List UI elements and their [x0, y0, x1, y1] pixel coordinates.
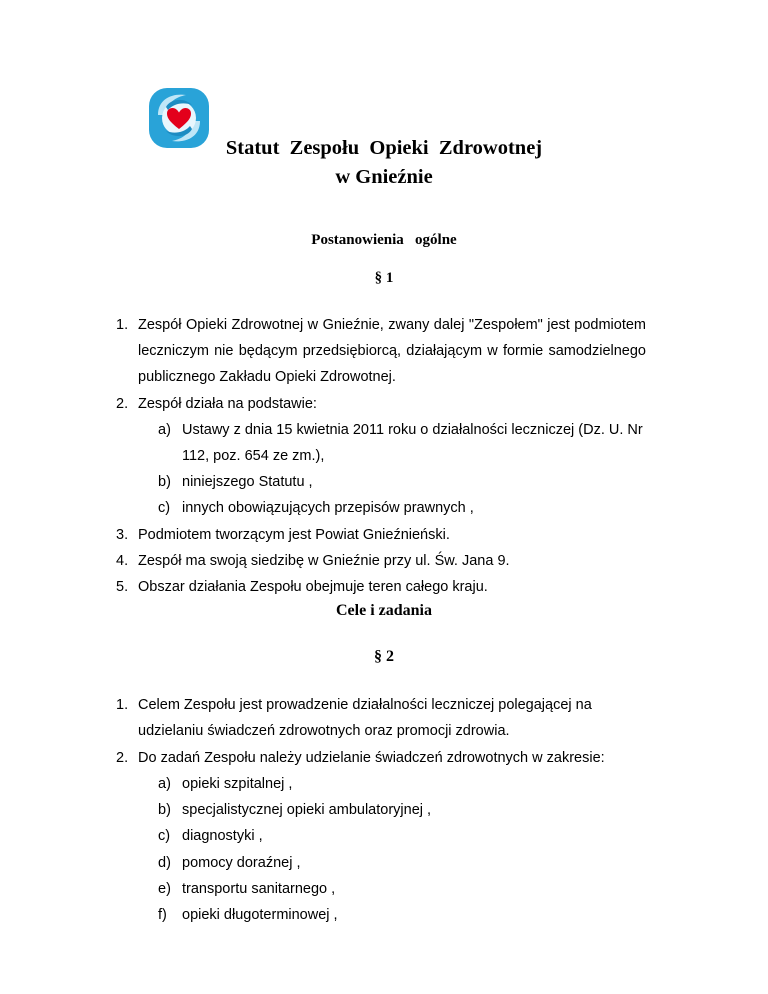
- section2-list: [116, 692, 646, 929]
- list-item: 4. Zespół ma swoją siedzibę w Gnieźnie przy ul. Św. Jana 9.: [116, 552, 510, 569]
- sublist-item: a) Ustawy z dnia 15 kwietnia 2011 roku o działalności leczniczej (Dz. U. Nr 112, poz. 654 ze zm.),: [158, 421, 643, 465]
- sublist-item: b) niniejszego Statutu ,: [158, 474, 313, 491]
- sublist-item: f) opieki długoterminowej ,: [158, 907, 338, 924]
- list-item: 1. Celem Zespołu jest prowadzenie działalności leczniczej polegającej na udzielaniu świadczeń zdrowotnych oraz promocji zdrowia.: [116, 697, 592, 740]
- sublist-item: c) diagnostyki ,: [158, 828, 263, 845]
- section-heading: Postanowienia ogólne: [311, 232, 457, 248]
- sublist-item: d) pomocy doraźnej ,: [158, 854, 301, 871]
- sublist-item: c) innych obowiązujących przepisów prawnych ,: [158, 500, 474, 517]
- sublist: [158, 771, 646, 929]
- list-item: 2. Zespół działa na podstawie: a) Ustawy z dnia 15 kwietnia 2011 roku o działalności leczniczej (Dz. U. Nr 112, poz. 654 ze zm.), b) niniejszego Statutu , c) innych obowiązujących przepisów prawnych ,: [138, 391, 646, 522]
- paragraph-number: § 1: [374, 270, 394, 286]
- list-item: 5. Obszar działania Zespołu obejmuje teren całego kraju.: [116, 579, 488, 596]
- document-title-line2: w Gnieźnie: [335, 166, 433, 188]
- paragraph-number: § 2: [374, 648, 394, 665]
- section-heading: Cele i zadania: [336, 602, 432, 619]
- document-title-line1: Statut Zespołu Opieki Zdrowotnej: [225, 137, 543, 159]
- sublist-item: e) transportu sanitarnego ,: [158, 881, 336, 898]
- section1-list: [116, 312, 646, 600]
- sublist: [158, 417, 646, 522]
- list-item: 2. Do zadań Zespołu należy udzielanie świadczeń zdrowotnych w zakresie: a) opieki szpitalnej , b) specjalistycznej opieki ambulatoryjnej , c) diagnostyki , d) pomocy doraźnej , e) transportu sanitarnego , f) opieki długoterminowej ,: [138, 745, 646, 929]
- sublist-item: b) specjalistycznej opieki ambulatoryjnej ,: [158, 802, 432, 819]
- sublist-item: a) opieki szpitalnej ,: [158, 775, 293, 792]
- list-item: 1. Zespół Opieki Zdrowotnej w Gnieźnie, zwany dalej "Zespołem" jest podmiotem leczniczym nie będącym przedsiębiorcą, działającym w formie samodzielnego publicznego Zakładu Opieki Zdrowotnej.: [116, 317, 646, 386]
- list-item: 3. Podmiotem tworzącym jest Powiat Gnieźnieński.: [116, 526, 450, 543]
